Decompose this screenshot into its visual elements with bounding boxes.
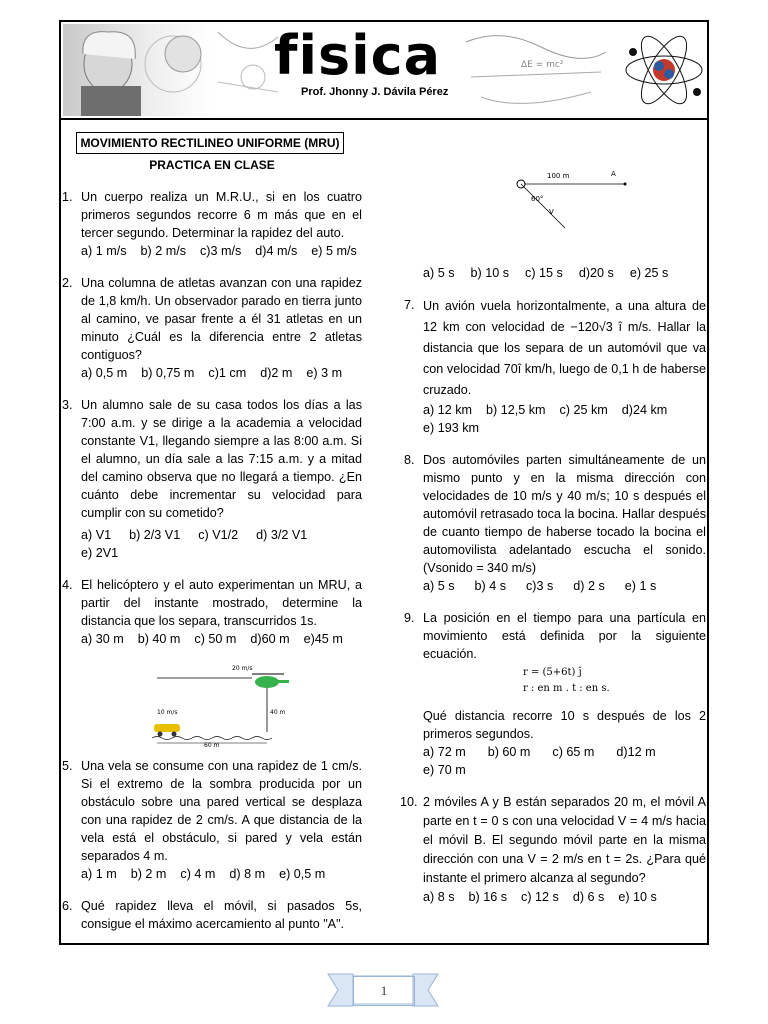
option-c: c) 50 m: [194, 632, 237, 646]
option-c: c) 4 m: [180, 867, 216, 881]
question-9: [404, 609, 706, 779]
option-c: c) 65 m: [552, 745, 595, 759]
question-1: [62, 188, 362, 260]
question-text: Una vela se consume con una rapidez de 1 cm/s. Si el extremo de la sombra producida por un obstáculo sobre una pared vertical se desplaza con una rapidez de 2 cm/s. A que distancia de la vela está el obstáculo, si pared y vela están separados 4 m.: [81, 759, 362, 863]
option-d: d)4 m/s: [255, 244, 298, 258]
question-10: [400, 793, 706, 906]
option-d: d)20 s: [578, 266, 614, 280]
question-8: [404, 451, 706, 595]
answer-options: [423, 577, 706, 595]
option-e: e) 3 m: [306, 366, 343, 380]
option-d: d) 8 m: [229, 867, 266, 881]
option-b: b) 10 s: [470, 266, 510, 280]
option-c: c) 12 s: [521, 890, 559, 904]
question-6: [62, 897, 362, 933]
author-name: Prof. Jhonny J. Dávila Pérez: [301, 86, 449, 98]
option-e: e) 2V1: [81, 546, 119, 560]
answer-options: [81, 364, 362, 382]
question-number: 8.: [404, 453, 415, 467]
fig6-distance: 100 m: [547, 172, 570, 180]
question-text: Una columna de atletas avanzan con una rapidez de 1,8 km/h. Un observador parado en tierra junto al camino, ve pasar frente a él 31 atletas en un minuto ¿Cuál es la diferencia entre 2 atletas contiguos?: [81, 276, 362, 362]
option-b: b) 4 s: [474, 579, 506, 593]
question-7: [404, 296, 706, 437]
option-c: c)3 m/s: [200, 244, 242, 258]
answer-options: [423, 888, 706, 906]
question-4: [62, 576, 362, 648]
option-e: e) 5 m/s: [311, 244, 357, 258]
approach-figure: [505, 166, 655, 234]
car-icon: [154, 724, 180, 737]
option-b: b) 16 s: [468, 890, 508, 904]
answer-options: [423, 264, 707, 282]
answer-options: [423, 743, 706, 779]
option-d: d) 3/2 V1: [256, 528, 308, 542]
answer-options: [81, 526, 362, 562]
question-number: 9.: [404, 611, 415, 625]
question-text: Un alumno sale de su casa todos los días a las 7:00 a.m. y se dirige a la academia a velocidad constante V1, llegando siempre a las 8:00 a.m. Si el alumno, un día sale a las 7:15 a.m. y a mitad del camino observa que no llegará a tiempo. ¿En cuánto debe incrementar su velocidad para cumplir con su cometido?: [81, 398, 362, 520]
equation-units: r : en m . t : en s.: [523, 683, 610, 694]
option-c: c)1 cm: [208, 366, 247, 380]
einstein-photo: [63, 24, 213, 116]
option-b: b) 12,5 km: [486, 403, 546, 417]
question-number: 4.: [62, 578, 73, 592]
fig6-point: A: [611, 170, 616, 178]
option-b: b) 2 m: [130, 867, 167, 881]
option-a: a) V1: [81, 528, 112, 542]
option-c: c)3 s: [526, 579, 554, 593]
option-c: c) V1/2: [198, 528, 239, 542]
question-text: Un avión vuela horizontalmente, a una altura de 12 km con velocidad de −120√3 î m/s. Hallar la distancia que los separa de un automóvil que va con velocidad 70î km/h, luego de 0,1 h de haberse cruzado.: [423, 299, 706, 397]
option-d: d) 6 s: [572, 890, 605, 904]
option-b: b) 40 m: [137, 632, 181, 646]
option-b: b) 2 m/s: [140, 244, 186, 258]
option-d: d) 2 s: [573, 579, 605, 593]
question-number: 2.: [62, 276, 73, 290]
point-a: [624, 183, 627, 186]
question-number: 1.: [62, 190, 73, 204]
answer-options: [81, 242, 362, 260]
option-a: a) 1 m/s: [81, 244, 127, 258]
heli-speed-label: 20 m/s: [232, 665, 253, 672]
question-text: Un cuerpo realiza un M.R.U., si en los cuatro primeros segundos recorre 6 m más que en el tercer segundo. Determinar la rapidez del auto.: [81, 190, 362, 240]
page-subtitle: PRACTICA EN CLASE: [149, 158, 275, 172]
question-number: 10.: [400, 795, 418, 809]
option-a: a) 8 s: [423, 890, 455, 904]
answer-options: [81, 630, 362, 648]
option-e: e) 70 m: [423, 763, 466, 777]
brand-logo-text: fisica: [274, 24, 442, 87]
left-column: [62, 132, 362, 947]
svg-text:ΔE = mc²: ΔE = mc²: [521, 60, 564, 70]
option-b: b) 2/3 V1: [129, 528, 181, 542]
question-text: Dos automóviles parten simultáneamente de un mismo punto y en la misma dirección con velocidades de 10 m/s y 40 m/s; 10 s después el automóvil retrasado toca la bocina. Hallar después de cuanto tiempo de haberse tocado la bocina el automovilista adelantado escucha el sonido. (Vsonido = 340 m/s): [423, 453, 706, 575]
option-e: e) 1 s: [624, 579, 657, 593]
option-a: a) 5 s: [423, 579, 455, 593]
page-title: MOVIMIENTO RECTILINEO UNIFORME (MRU): [76, 132, 344, 154]
question-2: [62, 274, 362, 382]
option-d: d)2 m: [260, 366, 293, 380]
option-a: a) 1 m: [81, 867, 117, 881]
option-a: a) 0,5 m: [81, 366, 128, 380]
option-b: b) 0,75 m: [141, 366, 195, 380]
question-number: 7.: [404, 298, 415, 312]
question-number: 6.: [62, 899, 73, 913]
question-number: 3.: [62, 398, 73, 412]
question-text: 2 móviles A y B están separados 20 m, el móvil A parte en t = 0 s con una velocidad V = 4 m/s hacia el móvil B. El segundo móvil parte en la misma dirección con una V = 2 m/s en t = 2s. ¿Para qué instante el primero alcanza al segundo?: [423, 795, 706, 885]
fig6-vel: V: [549, 208, 554, 216]
answer-options: [81, 865, 362, 883]
ground-line: [152, 737, 272, 740]
option-e: e) 193 km: [423, 421, 479, 435]
option-a: a) 5 s: [423, 266, 455, 280]
option-e: e) 0,5 m: [279, 867, 326, 881]
answer-options: [423, 401, 706, 437]
option-d: d)60 m: [250, 632, 290, 646]
height-label: 40 m: [270, 709, 286, 716]
position-equation: r = (5+6t) ĵ: [523, 667, 582, 678]
option-a: a) 30 m: [81, 632, 124, 646]
question-text: Qué rapidez lleva el móvil, si pasados 5s, consigue el máximo acercamiento al punto "A".: [81, 899, 362, 931]
portrait-illustration: [63, 24, 213, 116]
question-5: [62, 757, 362, 883]
car-speed-label: 10 m/s: [157, 709, 178, 716]
option-a: a) 72 m: [423, 745, 466, 759]
page-number: 1: [353, 976, 415, 1006]
distance-label: 60 m: [204, 742, 220, 749]
math-sketch-left: [213, 22, 283, 118]
question-3: [62, 396, 362, 562]
helicopter-car-figure: [62, 652, 362, 752]
formulas-sketch: [461, 22, 611, 118]
option-e: e) 10 s: [618, 890, 657, 904]
question-number: 5.: [62, 759, 73, 773]
option-e: e)45 m: [303, 632, 343, 646]
option-c: c) 25 km: [559, 403, 608, 417]
option-b: b) 60 m: [487, 745, 531, 759]
fig6-angle: 60°: [531, 195, 544, 203]
option-e: e) 25 s: [629, 266, 669, 280]
velocity-arrow: [521, 184, 565, 228]
option-d: d)24 km: [621, 403, 668, 417]
atom-icon: [621, 22, 707, 118]
option-a: a) 12 km: [423, 403, 472, 417]
option-d: d)12 m: [616, 745, 656, 759]
right-column: [400, 296, 706, 920]
question-text-continued: Qué distancia recorre 10 s después de los 2 primeros segundos.: [423, 709, 706, 741]
helicopter-icon: [252, 674, 289, 688]
question-text: La posición en el tiempo para una partícula en movimiento está definida por la siguiente ecuación.: [423, 611, 706, 661]
option-c: c) 15 s: [525, 266, 563, 280]
header-banner: [61, 22, 707, 120]
q6-options-row: [423, 264, 707, 282]
question-text: El helicóptero y el auto experimentan un MRU, a partir del instante mostrado, determine la distancia que los separa, transcurridos 1s.: [81, 578, 362, 628]
